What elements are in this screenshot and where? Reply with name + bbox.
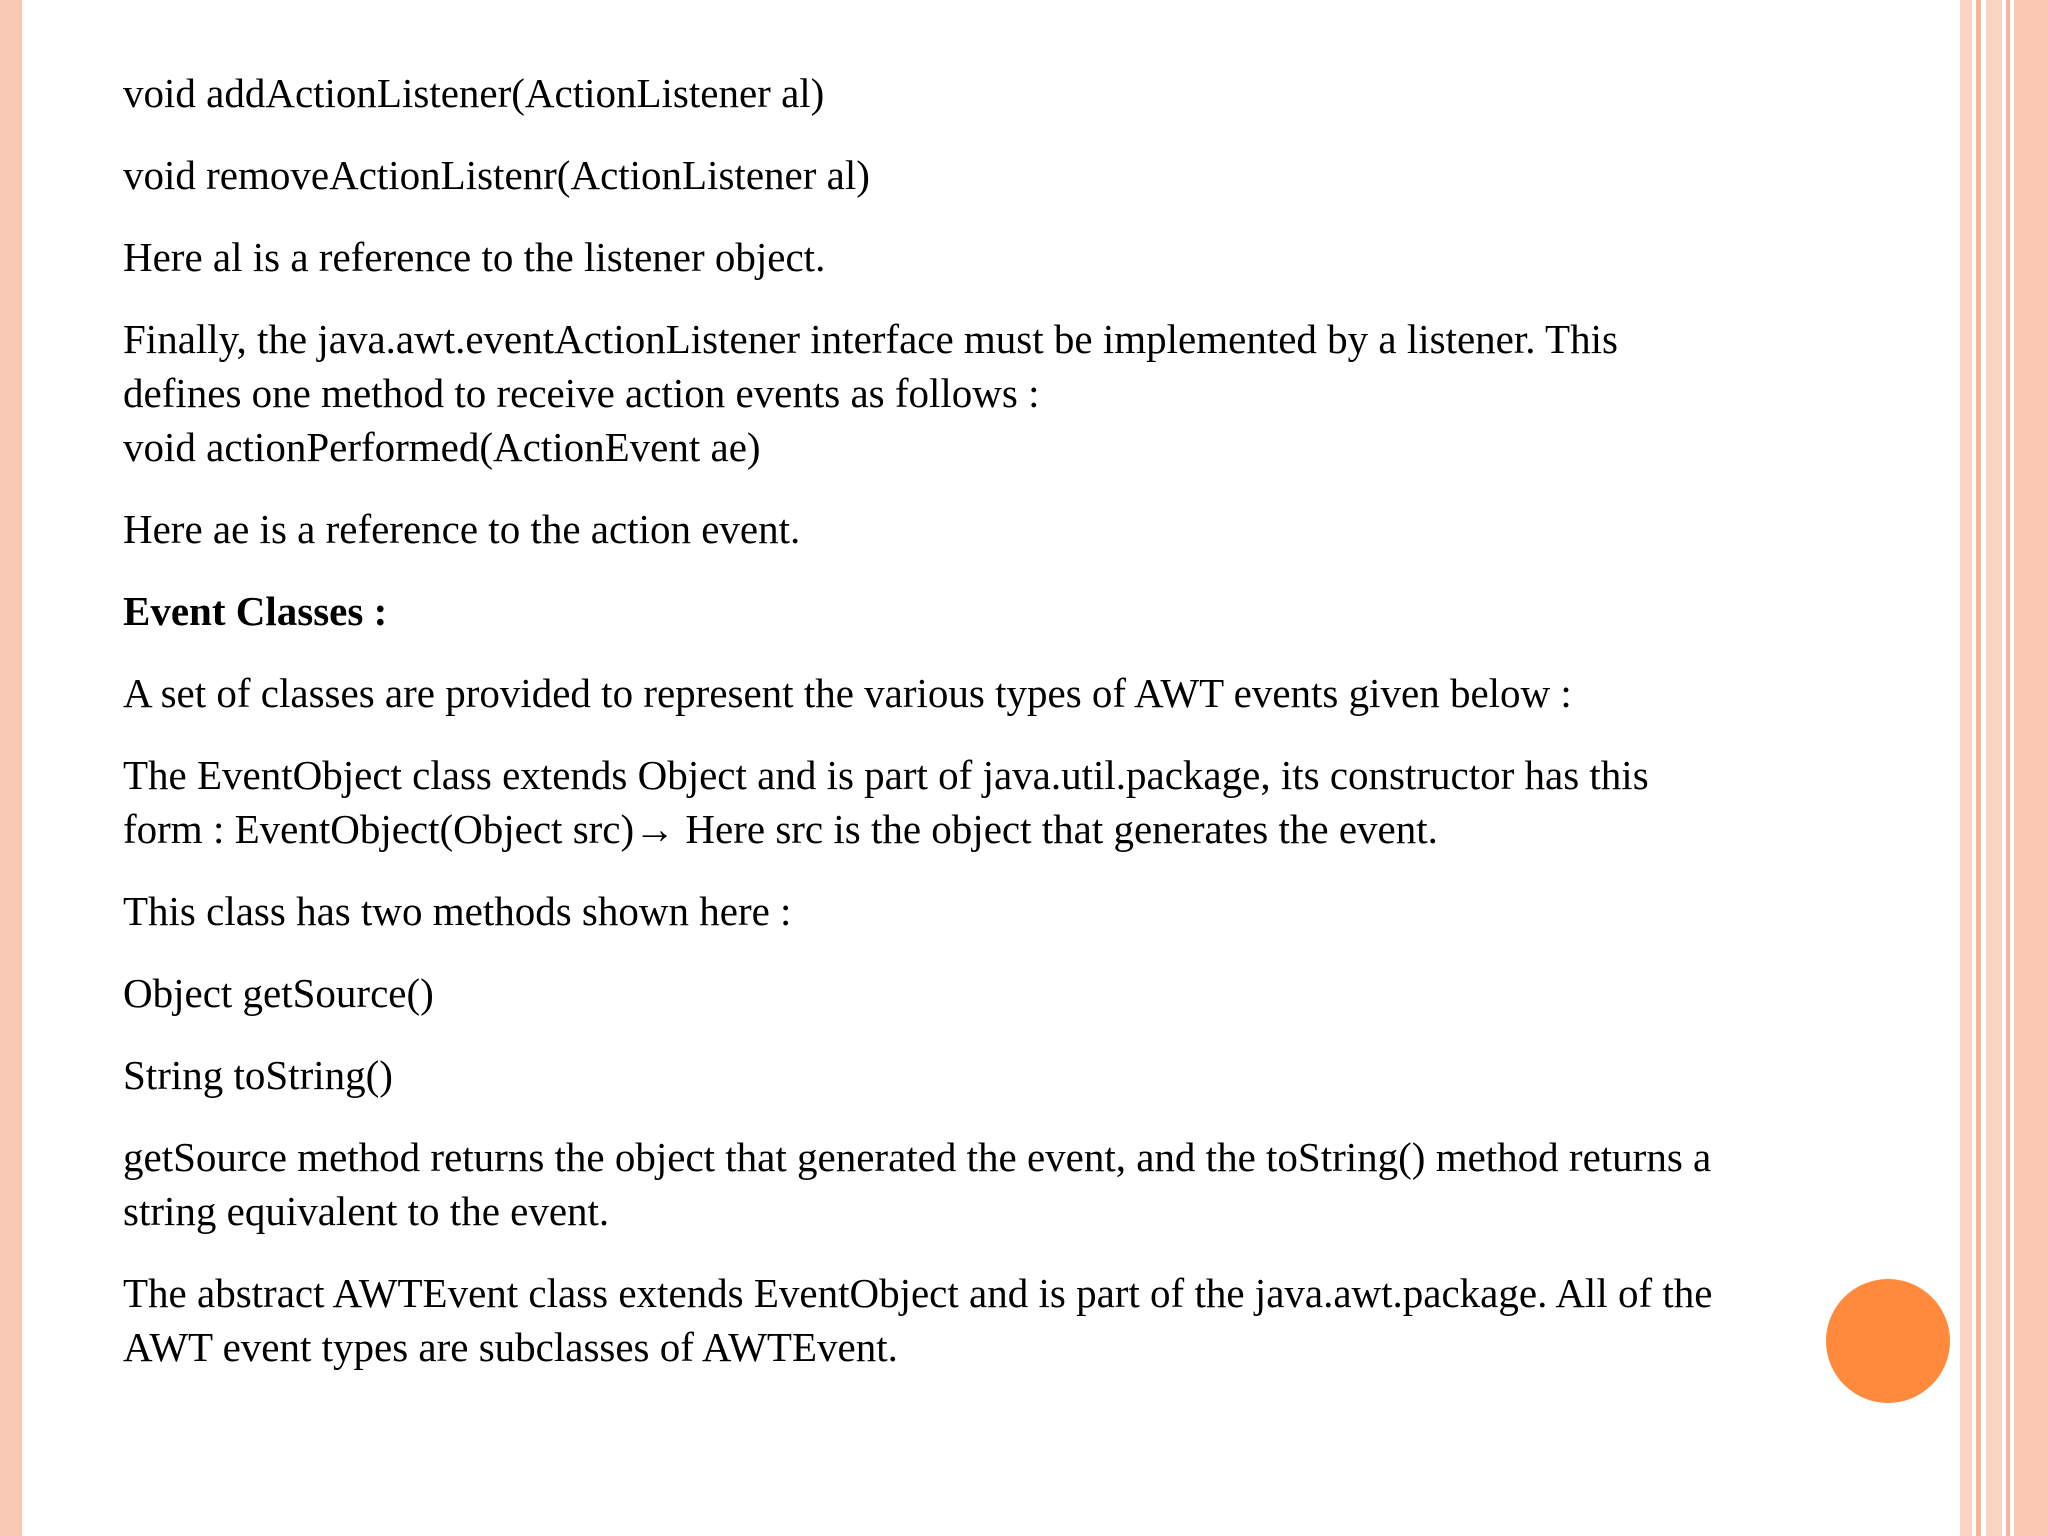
heading-text: Event Classes : [123, 588, 388, 634]
paragraph [123, 966, 1923, 1020]
text-line: Finally, the java.awt.eventActionListener interface must be implemented by a listener. This [123, 316, 1618, 362]
paragraph [123, 748, 1923, 856]
text-line: defines one method to receive action events as follows : [123, 370, 1040, 416]
text-line: A set of classes are provided to represent the various types of AWT events given below : [123, 670, 1572, 716]
paragraph [123, 1130, 1923, 1238]
text-line: This class has two methods shown here : [123, 888, 792, 934]
paragraph [123, 230, 1923, 284]
text-line: Here ae is a reference to the action event. [123, 506, 801, 552]
text-line: void addActionListener(ActionListener al) [123, 70, 825, 116]
right-border-stripe [2014, 0, 2048, 1536]
text-line: Here al is a reference to the listener object. [123, 234, 826, 280]
text-line: void actionPerformed(ActionEvent ae) [123, 424, 761, 470]
right-border-stripe [2006, 0, 2010, 1536]
text-line: The EventObject class extends Object and is part of java.util.package, its constructor has this [123, 752, 1649, 798]
text-line: void removeActionListenr(ActionListener al) [123, 152, 870, 198]
paragraph [123, 1266, 1923, 1374]
text-line: string equivalent to the event. [123, 1188, 610, 1234]
section-heading [123, 584, 1923, 638]
text-line: String toString() [123, 1052, 393, 1098]
paragraph [123, 1048, 1923, 1102]
text-line: AWT event types are subclasses of AWTEvent. [123, 1324, 898, 1370]
left-border-bar [0, 0, 22, 1536]
text-line: The abstract AWTEvent class extends EventObject and is part of the java.awt.package. All of the [123, 1270, 1713, 1316]
text-line: form : EventObject(Object src)→ Here src is the object that generates the event. [123, 806, 1438, 852]
right-border-stripe [1986, 0, 2002, 1536]
right-border-stripe [1960, 0, 1972, 1536]
paragraph [123, 502, 1923, 556]
slide-body [123, 66, 1923, 1402]
right-border-stripe [1976, 0, 1981, 1536]
paragraph [123, 66, 1923, 120]
paragraph [123, 148, 1923, 202]
paragraph [123, 666, 1923, 720]
paragraph [123, 884, 1923, 938]
paragraph [123, 312, 1923, 474]
text-line: Object getSource() [123, 970, 434, 1016]
text-line: getSource method returns the object that generated the event, and the toString() method returns a [123, 1134, 1712, 1180]
